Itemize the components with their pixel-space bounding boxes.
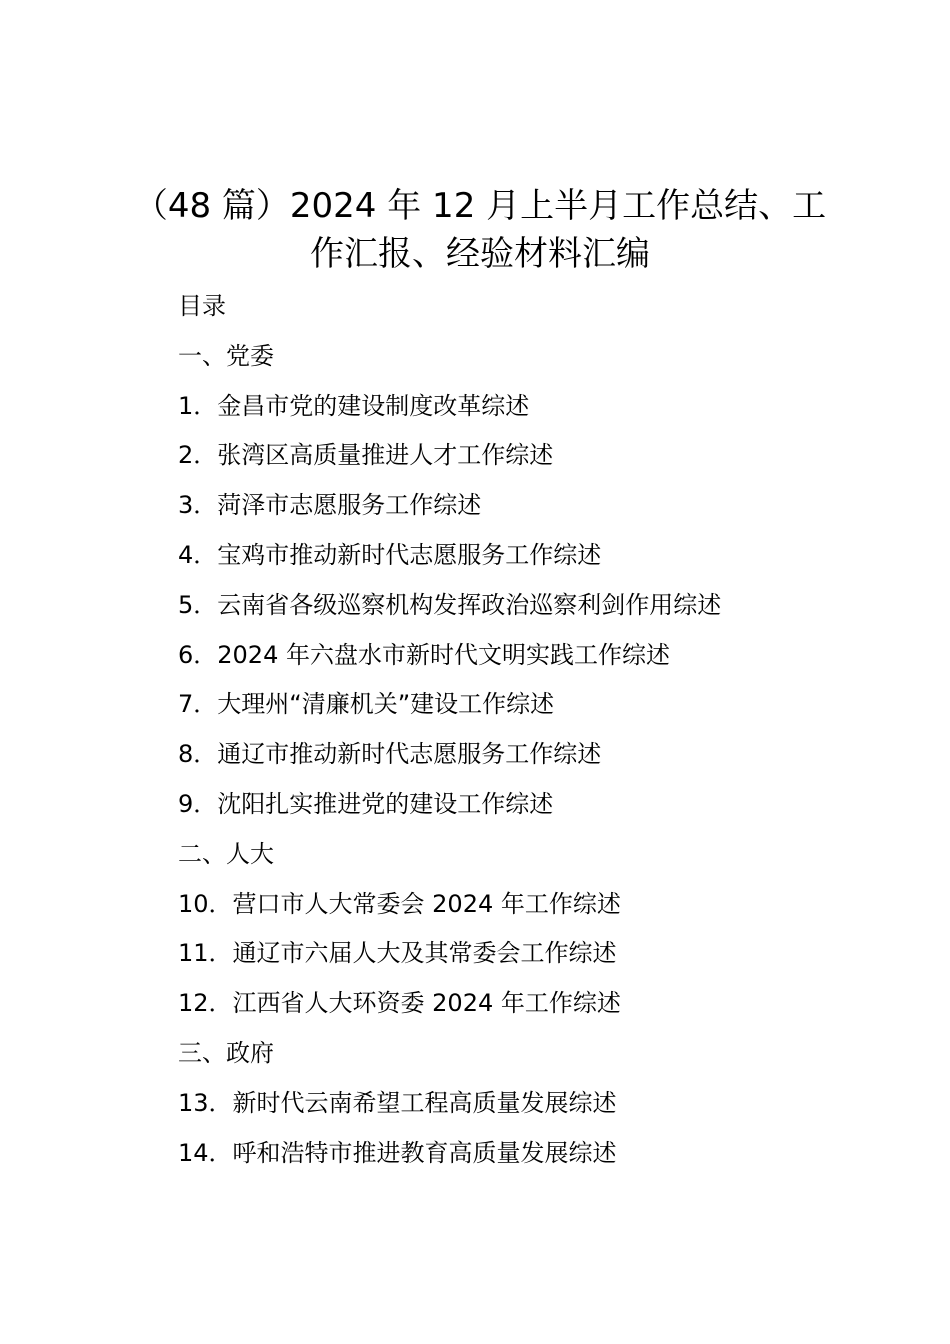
toc-section-npc: 二、人大 — [178, 839, 274, 868]
table-of-contents — [178, 282, 878, 1178]
toc-section-party-committee: 一、党委 — [178, 341, 274, 370]
toc-item: 4．宝鸡市推动新时代志愿服务工作综述 — [178, 540, 602, 569]
toc-heading: 目录 — [178, 292, 226, 320]
toc-item: 7．大理州“清廉机关”建设工作综述 — [178, 690, 555, 719]
toc-item: 1．金昌市党的建设制度改革综述 — [178, 391, 530, 420]
toc-item: 10．营口市人大常委会 2024 年工作综述 — [178, 889, 621, 918]
toc-item: 12．江西省人大环资委 2024 年工作综述 — [178, 989, 621, 1018]
toc-item: 6．2024 年六盘水市新时代文明实践工作综述 — [178, 640, 670, 669]
toc-item: 13．新时代云南希望工程高质量发展综述 — [178, 1088, 617, 1117]
toc-item: 9．沈阳扎实推进党的建设工作综述 — [178, 789, 554, 818]
toc-item: 11．通辽市六届人大及其常委会工作综述 — [178, 939, 617, 968]
document-title — [120, 182, 840, 278]
toc-item: 5．云南省各级巡察机构发挥政治巡察利剑作用综述 — [178, 590, 722, 619]
toc-item: 8．通辽市推动新时代志愿服务工作综述 — [178, 740, 602, 769]
document-title-line-1: （48 篇）2024 年 12 月上半月工作总结、工 — [133, 186, 827, 226]
toc-item: 3．菏泽市志愿服务工作综述 — [178, 491, 482, 520]
toc-item: 14．呼和浩特市推进教育高质量发展综述 — [178, 1138, 617, 1167]
document-title-line-2: 作汇报、经验材料汇编 — [310, 234, 650, 274]
toc-item: 2．张湾区高质量推进人才工作综述 — [178, 441, 554, 470]
toc-section-government: 三、政府 — [178, 1038, 274, 1067]
